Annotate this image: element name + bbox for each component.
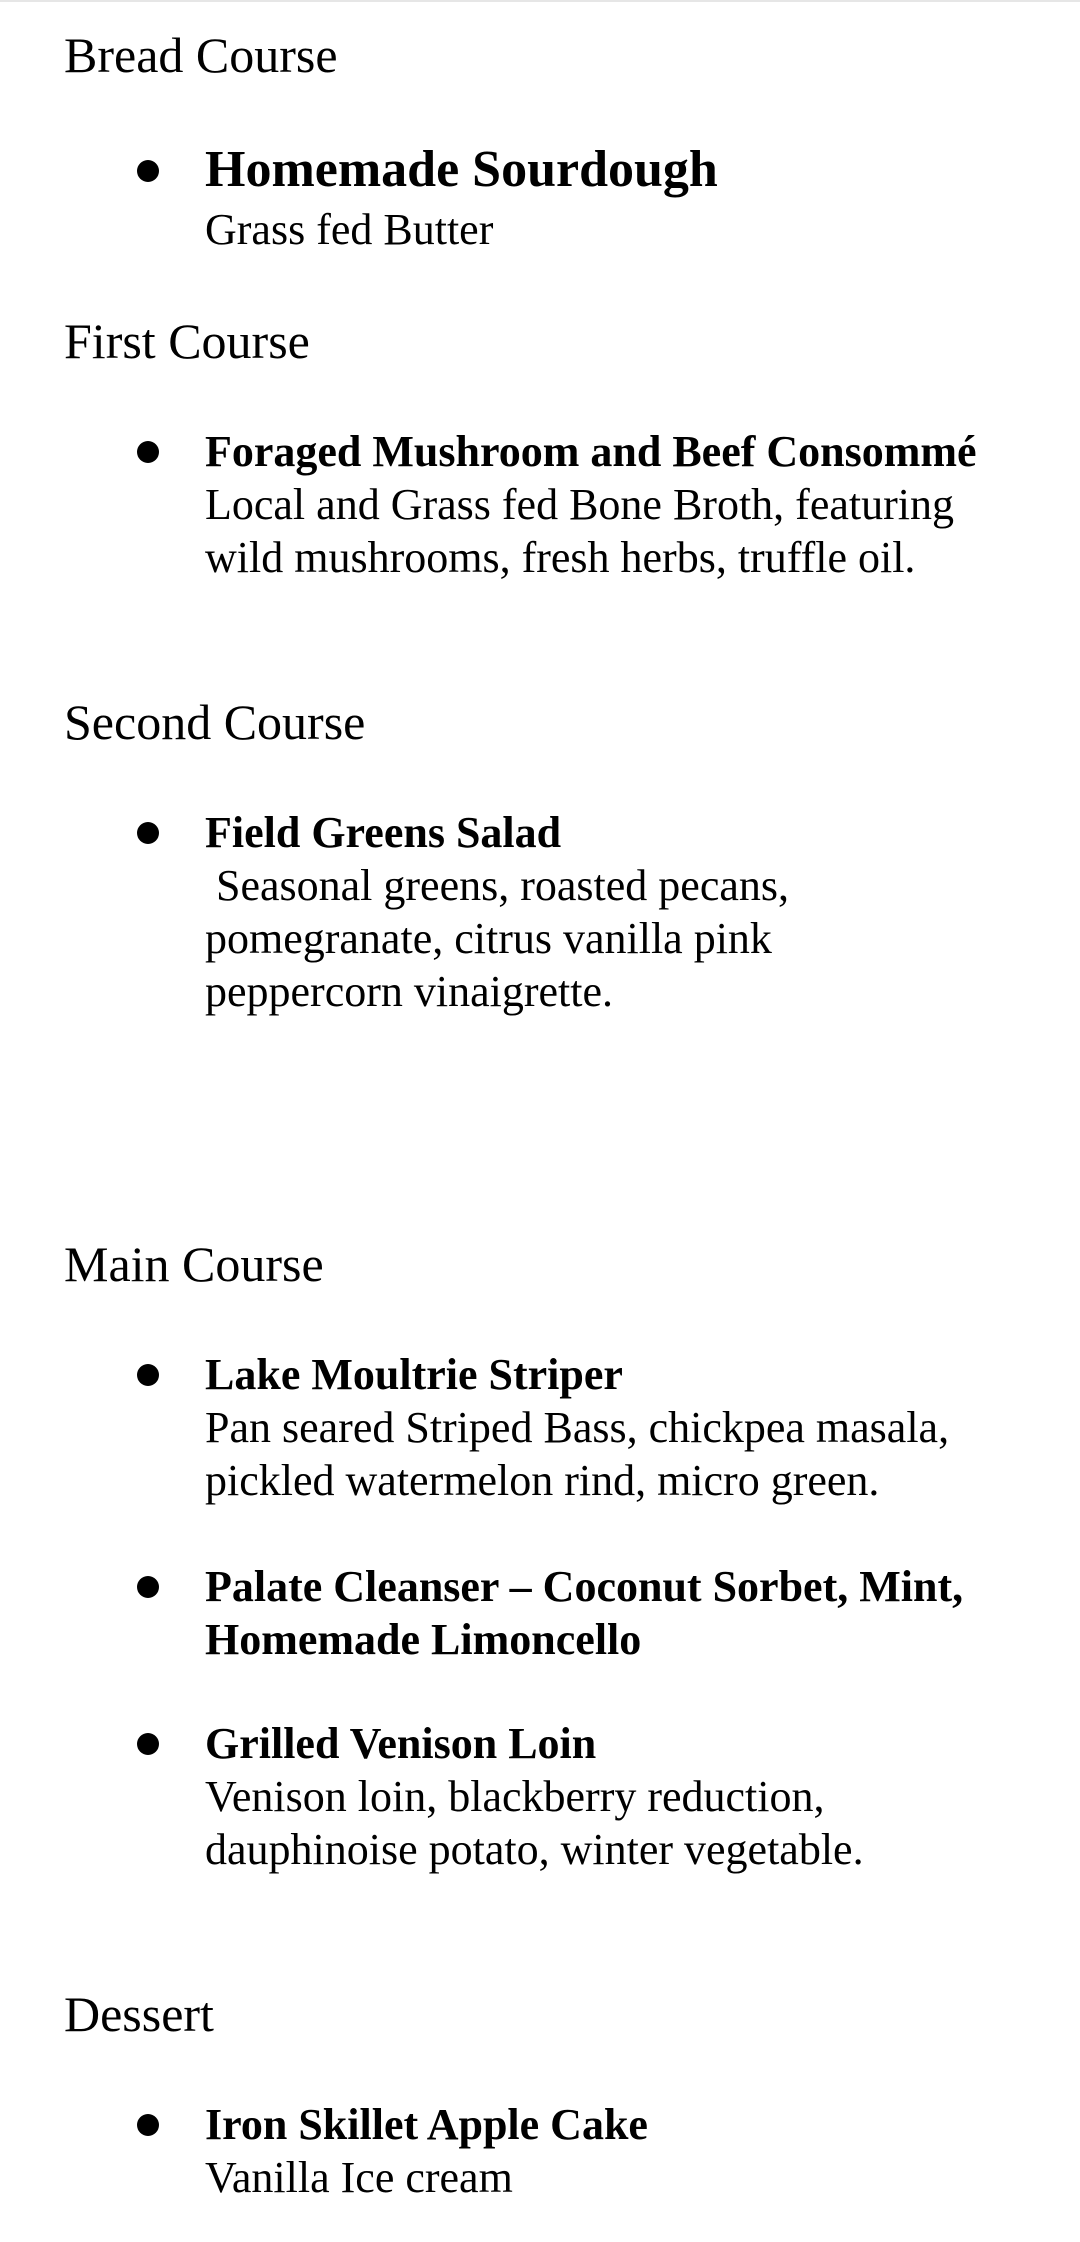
- dish-description-line: peppercorn vinaigrette.: [205, 967, 614, 1016]
- bullet-icon: [137, 160, 159, 182]
- course-title-second: Second Course: [64, 694, 366, 750]
- dish-description: Vanilla Ice cream: [205, 2153, 513, 2202]
- course-title-bread: Bread Course: [64, 27, 338, 83]
- dish-description-line: Venison loin, blackberry reduction,: [205, 1772, 825, 1821]
- dish-name-line: Homemade Limoncello: [205, 1615, 642, 1664]
- dish-name: Lake Moultrie Striper: [205, 1350, 623, 1399]
- dish-name-line: Palate Cleanser – Coconut Sorbet, Mint,: [205, 1562, 964, 1611]
- course-title-first: First Course: [64, 313, 310, 369]
- dish-description: Grass fed Butter: [205, 205, 494, 254]
- dish-name: Iron Skillet Apple Cake: [205, 2100, 648, 2149]
- course-title-dessert: Dessert: [64, 1986, 214, 2042]
- dish-description-line: Local and Grass fed Bone Broth, featuring: [205, 480, 954, 529]
- dish-description-line: Pan seared Striped Bass, chickpea masala,: [205, 1403, 950, 1452]
- bullet-icon: [137, 822, 159, 844]
- dish-description-line: dauphinoise potato, winter vegetable.: [205, 1825, 864, 1874]
- dish-description-line: pickled watermelon rind, micro green.: [205, 1456, 880, 1505]
- course-title-main: Main Course: [64, 1236, 324, 1292]
- dish-name: Homemade Sourdough: [205, 141, 718, 198]
- dish-name: Grilled Venison Loin: [205, 1719, 597, 1768]
- dish-description-line: Seasonal greens, roasted pecans,: [205, 861, 790, 910]
- bullet-icon: [137, 1364, 159, 1386]
- dish-name: Field Greens Salad: [205, 808, 562, 857]
- top-divider: [0, 0, 1080, 2]
- bullet-icon: [137, 1576, 159, 1598]
- bullet-icon: [137, 2114, 159, 2136]
- bullet-icon: [137, 1733, 159, 1755]
- dish-description-line: wild mushrooms, fresh herbs, truffle oil.: [205, 533, 916, 582]
- dish-description-line: pomegranate, citrus vanilla pink: [205, 914, 772, 963]
- bullet-icon: [137, 441, 159, 463]
- dish-name: Foraged Mushroom and Beef Consommé: [205, 427, 977, 476]
